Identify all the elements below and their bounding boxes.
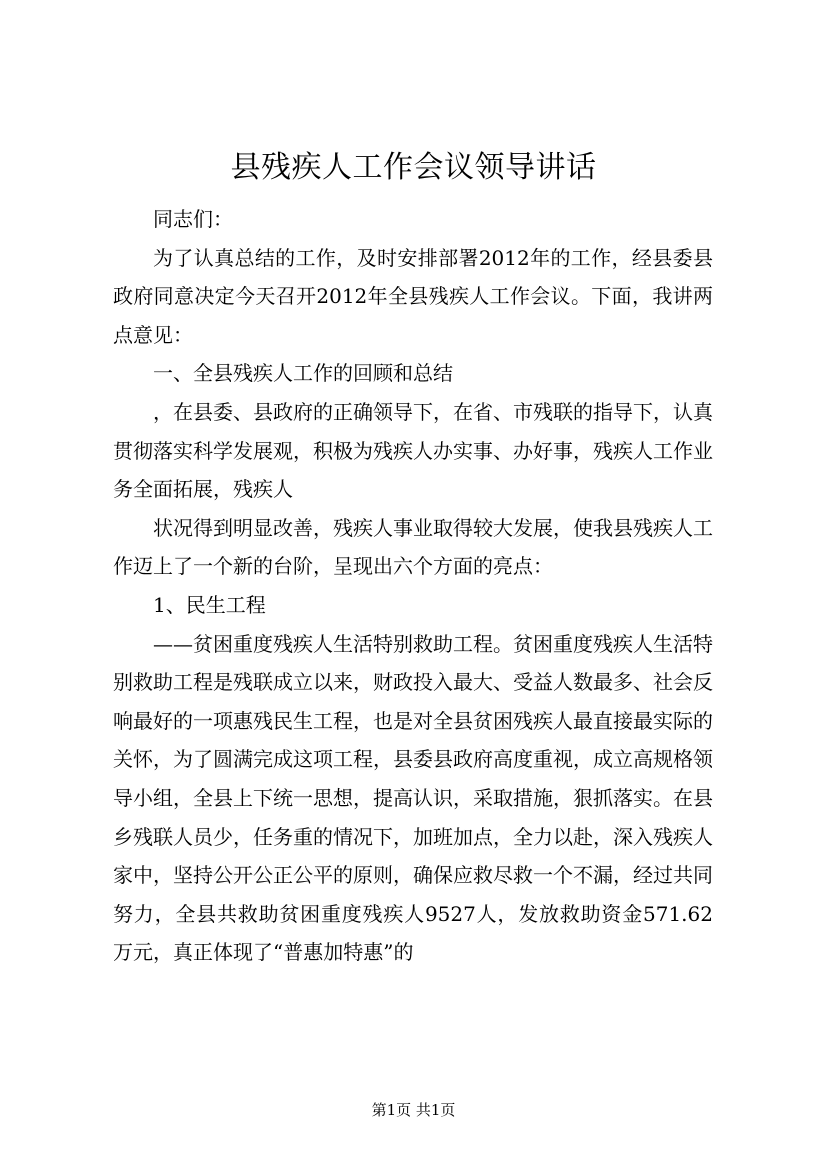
paragraph-salutation: 同志们： [153,207,233,231]
document-title: 县残疾人工作会议领导讲话 [230,150,597,185]
paragraph-review-1: ，在县委、县政府的正确领导下，在省、市残联的指导下，认真贯彻落实科学发展观，积极为残疾人办实事、办好事，残疾人工作业务全面拓展，残疾人 [113,399,713,502]
page-footer: 第1页 共1页 [371,1101,456,1119]
paragraph-relief-project: ——贫困重度残疾人生活特别救助工程。贫困重度残疾人生活特别救助工程是残联成立以来，财政投入最大、受益人数最多、社会反响最好的一项惠残民生工程，也是对全县贫困残疾人最直接最实际的关怀，为了圆满完成这项工程，县委县政府高度重视，成立高规格领导小组，全县上下统一思想，提高认识，采取措施，狠抓落实。在县乡残联人员少，任务重的情况下，加班加点，全力以赴，深入残疾人家中，坚持公开公正公平的原则，确保应救尽救一个不漏，经过共同努力，全县共救助贫困重度残疾人9527人，发放救助资金571.62万元，真正体现了“普惠加特惠”的 [113,631,713,965]
paragraph-intro: 为了认真总结的工作，及时安排部署2012年的工作，经县委县政府同意决定今天召开2012年全县残疾人工作会议。下面，我讲两点意见： [113,245,713,347]
document-body [113,200,713,972]
section-heading-review: 一、全县残疾人工作的回顾和总结 [153,361,453,386]
subsection-heading-livelihood: 1、民生工程 [153,592,266,617]
paragraph-review-2: 状况得到明显改善，残疾人事业取得较大发展，使我县残疾人工作迈上了一个新的台阶，呈现出六个方面的亮点： [113,515,713,579]
